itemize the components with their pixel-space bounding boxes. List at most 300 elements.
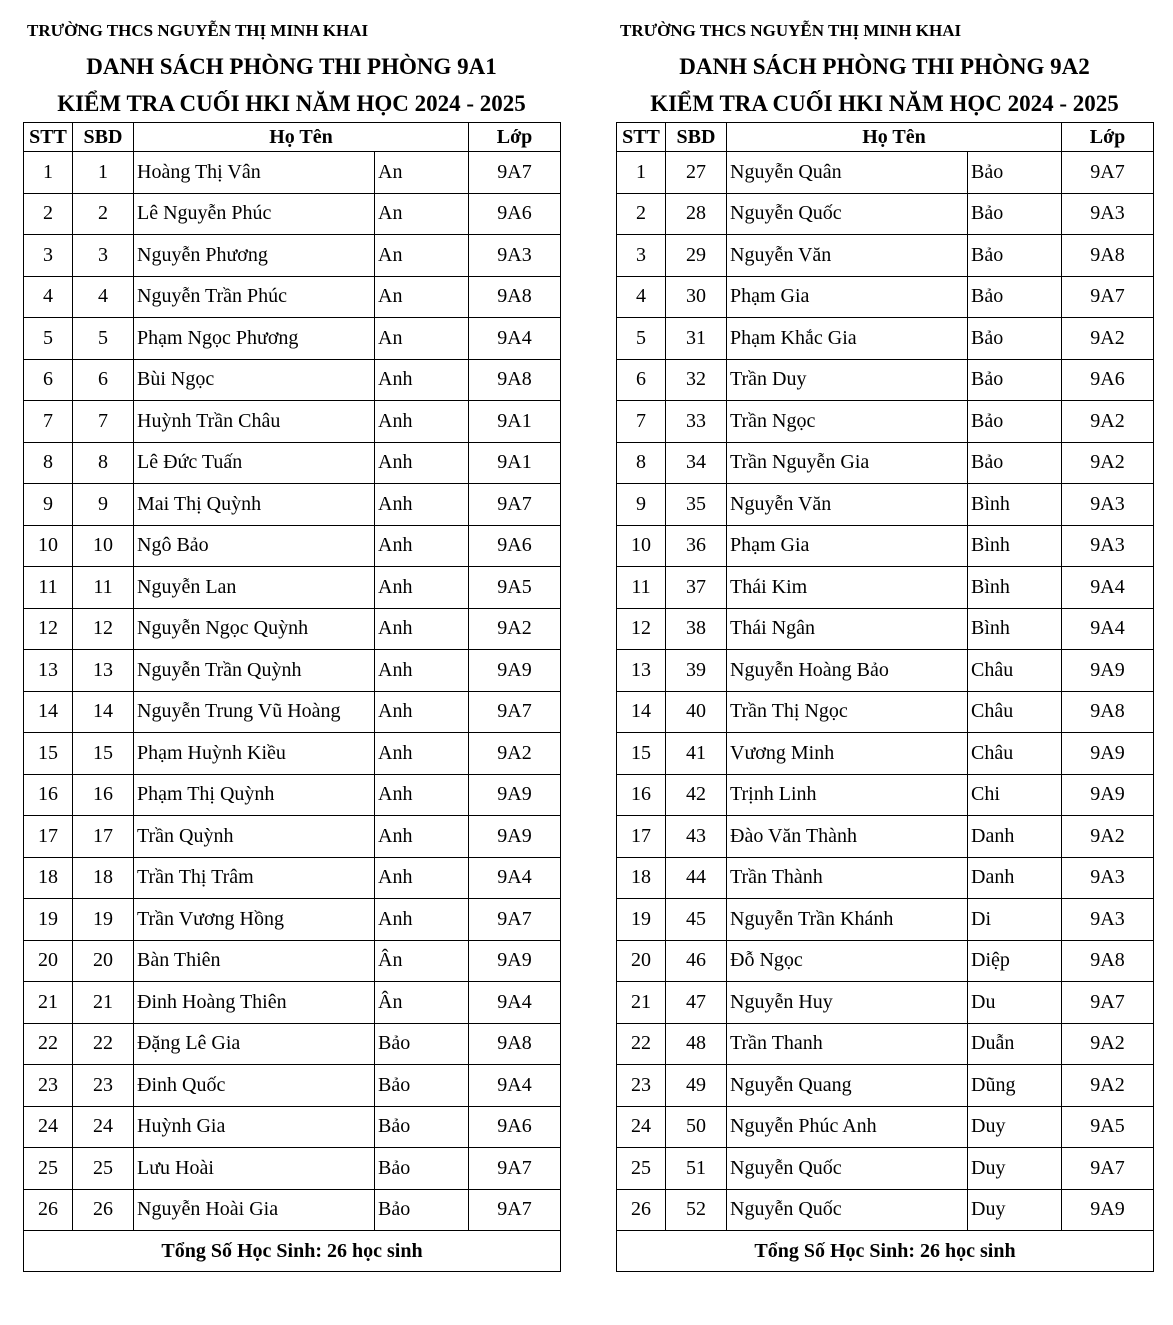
cell-lop: 9A4 <box>469 857 561 899</box>
cell-stt: 8 <box>617 442 666 484</box>
cell-sbd: 31 <box>666 318 727 360</box>
cell-lop: 9A4 <box>1062 567 1154 609</box>
cell-ten: Bình <box>968 484 1062 526</box>
cell-stt: 21 <box>617 982 666 1024</box>
cell-stt: 26 <box>24 1189 73 1231</box>
exam-subtitle: KIỂM TRA CUỐI HKI NĂM HỌC 2024 - 2025 <box>650 91 1119 116</box>
cell-ten: Diệp <box>968 940 1062 982</box>
cell-ho-ten-lot: Nguyễn Ngọc Quỳnh <box>134 608 375 650</box>
table-row <box>24 1148 561 1190</box>
table-row <box>24 1189 561 1231</box>
cell-ho-ten-lot: Phạm Huỳnh Kiều <box>134 733 375 775</box>
cell-sbd: 23 <box>73 1065 134 1107</box>
cell-sbd: 3 <box>73 235 134 277</box>
cell-ho-ten-lot: Trần Thị Ngọc <box>727 691 968 733</box>
table-row <box>24 567 561 609</box>
cell-lop: 9A9 <box>1062 1189 1154 1231</box>
cell-ten: Ân <box>375 982 469 1024</box>
cell-stt: 24 <box>617 1106 666 1148</box>
cell-ho-ten-lot: Nguyễn Lan <box>134 567 375 609</box>
cell-sbd: 8 <box>73 442 134 484</box>
cell-ten: Anh <box>375 816 469 858</box>
table-row <box>24 318 561 360</box>
cell-stt: 3 <box>24 235 73 277</box>
cell-lop: 9A7 <box>1062 1148 1154 1190</box>
cell-lop: 9A9 <box>469 940 561 982</box>
school-name: TRƯỜNG THCS NGUYỄN THỊ MINH KHAI <box>620 21 962 40</box>
table-row <box>617 899 1154 941</box>
table-row <box>24 940 561 982</box>
cell-stt: 12 <box>24 608 73 650</box>
cell-ho-ten-lot: Trần Vương Hồng <box>134 899 375 941</box>
cell-ho-ten-lot: Nguyễn Trần Khánh <box>727 899 968 941</box>
cell-lop: 9A8 <box>1062 691 1154 733</box>
cell-ten: Châu <box>968 650 1062 692</box>
table-row <box>617 235 1154 277</box>
cell-stt: 18 <box>617 857 666 899</box>
table-row <box>617 774 1154 816</box>
cell-ten: Du <box>968 982 1062 1024</box>
cell-ten: Châu <box>968 733 1062 775</box>
cell-ten: Anh <box>375 401 469 443</box>
cell-ho-ten-lot: Thái Ngân <box>727 608 968 650</box>
table-row <box>24 276 561 318</box>
cell-lop: 9A9 <box>469 774 561 816</box>
cell-ten: Anh <box>375 359 469 401</box>
cell-ten: Duy <box>968 1189 1062 1231</box>
table-row <box>617 650 1154 692</box>
cell-ten: Bảo <box>968 318 1062 360</box>
table-row <box>617 152 1154 194</box>
cell-lop: 9A7 <box>1062 276 1154 318</box>
cell-ten: Châu <box>968 691 1062 733</box>
cell-lop: 9A2 <box>469 608 561 650</box>
cell-sbd: 2 <box>73 193 134 235</box>
cell-ho-ten-lot: Đặng Lê Gia <box>134 1023 375 1065</box>
cell-sbd: 39 <box>666 650 727 692</box>
cell-ho-ten-lot: Trần Thanh <box>727 1023 968 1065</box>
cell-lop: 9A3 <box>1062 525 1154 567</box>
cell-lop: 9A2 <box>1062 318 1154 360</box>
cell-ho-ten-lot: Đinh Quốc <box>134 1065 375 1107</box>
cell-sbd: 17 <box>73 816 134 858</box>
cell-ten: Dũng <box>968 1065 1062 1107</box>
cell-lop: 9A6 <box>469 193 561 235</box>
cell-ten: An <box>375 318 469 360</box>
cell-sbd: 44 <box>666 857 727 899</box>
cell-stt: 15 <box>24 733 73 775</box>
cell-lop: 9A9 <box>1062 650 1154 692</box>
header-name: Họ Tên <box>727 123 1062 152</box>
cell-sbd: 38 <box>666 608 727 650</box>
cell-ten: Danh <box>968 816 1062 858</box>
cell-ho-ten-lot: Nguyễn Quốc <box>727 1148 968 1190</box>
table-body <box>617 152 1154 1231</box>
cell-stt: 22 <box>24 1023 73 1065</box>
table-row <box>617 691 1154 733</box>
cell-sbd: 13 <box>73 650 134 692</box>
cell-lop: 9A8 <box>1062 940 1154 982</box>
cell-stt: 14 <box>24 691 73 733</box>
header-stt: STT <box>24 123 73 152</box>
table-row <box>617 318 1154 360</box>
table-row <box>617 359 1154 401</box>
cell-ten: Duẫn <box>968 1023 1062 1065</box>
total-students: Tổng Số Học Sinh: 26 học sinh <box>24 1231 561 1272</box>
cell-sbd: 37 <box>666 567 727 609</box>
cell-ten: An <box>375 193 469 235</box>
cell-lop: 9A2 <box>1062 442 1154 484</box>
cell-ho-ten-lot: Trịnh Linh <box>727 774 968 816</box>
table-row <box>24 525 561 567</box>
cell-stt: 19 <box>617 899 666 941</box>
cell-stt: 6 <box>617 359 666 401</box>
student-table <box>23 122 561 1272</box>
room-title: DANH SÁCH PHÒNG THI PHÒNG 9A1 <box>86 54 497 79</box>
cell-sbd: 24 <box>73 1106 134 1148</box>
cell-sbd: 46 <box>666 940 727 982</box>
cell-lop: 9A7 <box>469 691 561 733</box>
cell-ten: An <box>375 276 469 318</box>
cell-lop: 9A9 <box>469 816 561 858</box>
cell-sbd: 26 <box>73 1189 134 1231</box>
cell-stt: 25 <box>617 1148 666 1190</box>
cell-sbd: 10 <box>73 525 134 567</box>
cell-ten: Bảo <box>968 152 1062 194</box>
cell-stt: 13 <box>617 650 666 692</box>
cell-lop: 9A8 <box>1062 235 1154 277</box>
cell-stt: 12 <box>617 608 666 650</box>
cell-ten: Duy <box>968 1148 1062 1190</box>
cell-stt: 17 <box>617 816 666 858</box>
cell-stt: 20 <box>24 940 73 982</box>
table-row <box>617 1065 1154 1107</box>
cell-ho-ten-lot: Phạm Ngọc Phương <box>134 318 375 360</box>
cell-sbd: 28 <box>666 193 727 235</box>
table-header-row <box>24 123 561 152</box>
table-row <box>24 193 561 235</box>
cell-lop: 9A9 <box>1062 733 1154 775</box>
cell-sbd: 43 <box>666 816 727 858</box>
cell-stt: 7 <box>617 401 666 443</box>
cell-lop: 9A7 <box>469 152 561 194</box>
cell-lop: 9A4 <box>469 1065 561 1107</box>
cell-lop: 9A8 <box>469 359 561 401</box>
cell-ho-ten-lot: Phạm Thị Quỳnh <box>134 774 375 816</box>
cell-ten: Anh <box>375 857 469 899</box>
cell-ten: An <box>375 235 469 277</box>
cell-ten: Bảo <box>375 1106 469 1148</box>
cell-ho-ten-lot: Hoàng Thị Vân <box>134 152 375 194</box>
cell-ten: An <box>375 152 469 194</box>
cell-ho-ten-lot: Nguyễn Trần Phúc <box>134 276 375 318</box>
header-sbd: SBD <box>73 123 134 152</box>
cell-stt: 22 <box>617 1023 666 1065</box>
cell-lop: 9A3 <box>1062 484 1154 526</box>
cell-stt: 1 <box>617 152 666 194</box>
cell-stt: 21 <box>24 982 73 1024</box>
cell-lop: 9A1 <box>469 401 561 443</box>
total-students: Tổng Số Học Sinh: 26 học sinh <box>617 1231 1154 1272</box>
cell-stt: 11 <box>617 567 666 609</box>
table-row <box>617 276 1154 318</box>
cell-sbd: 40 <box>666 691 727 733</box>
cell-sbd: 11 <box>73 567 134 609</box>
table-row <box>617 857 1154 899</box>
cell-sbd: 18 <box>73 857 134 899</box>
cell-ho-ten-lot: Nguyễn Quốc <box>727 1189 968 1231</box>
cell-lop: 9A9 <box>1062 774 1154 816</box>
cell-stt: 16 <box>24 774 73 816</box>
cell-sbd: 22 <box>73 1023 134 1065</box>
cell-ho-ten-lot: Lưu Hoài <box>134 1148 375 1190</box>
cell-lop: 9A9 <box>469 650 561 692</box>
cell-stt: 6 <box>24 359 73 401</box>
cell-ho-ten-lot: Huỳnh Trần Châu <box>134 401 375 443</box>
cell-ho-ten-lot: Đỗ Ngọc <box>727 940 968 982</box>
cell-ten: Duy <box>968 1106 1062 1148</box>
table-row <box>24 1065 561 1107</box>
cell-ten: Anh <box>375 608 469 650</box>
cell-sbd: 19 <box>73 899 134 941</box>
cell-sbd: 29 <box>666 235 727 277</box>
cell-stt: 8 <box>24 442 73 484</box>
cell-lop: 9A6 <box>469 525 561 567</box>
cell-lop: 9A7 <box>469 1148 561 1190</box>
cell-lop: 9A2 <box>1062 816 1154 858</box>
cell-sbd: 1 <box>73 152 134 194</box>
cell-lop: 9A7 <box>1062 982 1154 1024</box>
cell-sbd: 51 <box>666 1148 727 1190</box>
cell-lop: 9A3 <box>1062 857 1154 899</box>
cell-lop: 9A2 <box>1062 1023 1154 1065</box>
table-row <box>617 816 1154 858</box>
cell-ho-ten-lot: Đào Văn Thành <box>727 816 968 858</box>
table-row <box>24 733 561 775</box>
table-row <box>617 1023 1154 1065</box>
cell-ten: Bảo <box>968 401 1062 443</box>
cell-lop: 9A7 <box>469 1189 561 1231</box>
cell-ho-ten-lot: Bùi Ngọc <box>134 359 375 401</box>
cell-ten: Bảo <box>375 1023 469 1065</box>
cell-stt: 9 <box>24 484 73 526</box>
header-stt: STT <box>617 123 666 152</box>
cell-ten: Bảo <box>375 1065 469 1107</box>
cell-ho-ten-lot: Mai Thị Quỳnh <box>134 484 375 526</box>
cell-ho-ten-lot: Nguyễn Văn <box>727 484 968 526</box>
cell-lop: 9A8 <box>469 276 561 318</box>
cell-lop: 9A6 <box>469 1106 561 1148</box>
cell-ho-ten-lot: Ngô Bảo <box>134 525 375 567</box>
cell-sbd: 6 <box>73 359 134 401</box>
cell-sbd: 41 <box>666 733 727 775</box>
cell-ho-ten-lot: Trần Thành <box>727 857 968 899</box>
cell-stt: 11 <box>24 567 73 609</box>
cell-ten: Bảo <box>968 442 1062 484</box>
cell-lop: 9A2 <box>1062 1065 1154 1107</box>
table-row <box>24 1023 561 1065</box>
table-row <box>617 1189 1154 1231</box>
cell-ho-ten-lot: Bàn Thiên <box>134 940 375 982</box>
cell-lop: 9A6 <box>1062 359 1154 401</box>
table-row <box>617 982 1154 1024</box>
cell-stt: 18 <box>24 857 73 899</box>
cell-stt: 15 <box>617 733 666 775</box>
cell-ten: Bảo <box>968 235 1062 277</box>
cell-ten: Anh <box>375 899 469 941</box>
cell-sbd: 15 <box>73 733 134 775</box>
table-row <box>617 733 1154 775</box>
cell-lop: 9A7 <box>1062 152 1154 194</box>
cell-ho-ten-lot: Đinh Hoàng Thiên <box>134 982 375 1024</box>
cell-stt: 2 <box>24 193 73 235</box>
cell-ho-ten-lot: Nguyễn Trung Vũ Hoàng <box>134 691 375 733</box>
cell-ten: Bình <box>968 525 1062 567</box>
total-row <box>617 1231 1154 1272</box>
cell-lop: 9A7 <box>469 899 561 941</box>
cell-stt: 24 <box>24 1106 73 1148</box>
table-row <box>24 484 561 526</box>
cell-ho-ten-lot: Lê Đức Tuấn <box>134 442 375 484</box>
header-name: Họ Tên <box>134 123 469 152</box>
cell-lop: 9A1 <box>469 442 561 484</box>
cell-lop: 9A2 <box>1062 401 1154 443</box>
cell-stt: 26 <box>617 1189 666 1231</box>
cell-lop: 9A7 <box>469 484 561 526</box>
cell-sbd: 14 <box>73 691 134 733</box>
cell-ho-ten-lot: Trần Quỳnh <box>134 816 375 858</box>
cell-stt: 13 <box>24 650 73 692</box>
cell-sbd: 9 <box>73 484 134 526</box>
cell-ho-ten-lot: Nguyễn Quân <box>727 152 968 194</box>
cell-stt: 10 <box>24 525 73 567</box>
cell-ten: Anh <box>375 774 469 816</box>
cell-ho-ten-lot: Nguyễn Trần Quỳnh <box>134 650 375 692</box>
table-body <box>24 152 561 1231</box>
cell-lop: 9A3 <box>469 235 561 277</box>
table-row <box>617 940 1154 982</box>
table-row <box>24 774 561 816</box>
cell-ten: Chi <box>968 774 1062 816</box>
table-row <box>617 608 1154 650</box>
cell-lop: 9A2 <box>469 733 561 775</box>
cell-ten: Bảo <box>375 1148 469 1190</box>
cell-sbd: 27 <box>666 152 727 194</box>
cell-lop: 9A4 <box>469 318 561 360</box>
cell-sbd: 48 <box>666 1023 727 1065</box>
table-row <box>617 401 1154 443</box>
cell-stt: 17 <box>24 816 73 858</box>
cell-sbd: 25 <box>73 1148 134 1190</box>
cell-stt: 2 <box>617 193 666 235</box>
cell-ho-ten-lot: Trần Duy <box>727 359 968 401</box>
table-row <box>24 608 561 650</box>
cell-ho-ten-lot: Lê Nguyễn Phúc <box>134 193 375 235</box>
cell-sbd: 52 <box>666 1189 727 1231</box>
table-row <box>24 1106 561 1148</box>
cell-stt: 25 <box>24 1148 73 1190</box>
table-row <box>24 899 561 941</box>
cell-sbd: 12 <box>73 608 134 650</box>
table-row <box>617 1106 1154 1148</box>
cell-sbd: 32 <box>666 359 727 401</box>
cell-ho-ten-lot: Phạm Gia <box>727 525 968 567</box>
cell-ho-ten-lot: Nguyễn Quốc <box>727 193 968 235</box>
cell-stt: 23 <box>617 1065 666 1107</box>
cell-ho-ten-lot: Nguyễn Hoàng Bảo <box>727 650 968 692</box>
cell-ten: Ân <box>375 940 469 982</box>
cell-lop: 9A5 <box>1062 1106 1154 1148</box>
table-row <box>24 442 561 484</box>
table-row <box>617 525 1154 567</box>
cell-ten: Bảo <box>968 359 1062 401</box>
header-sbd: SBD <box>666 123 727 152</box>
cell-stt: 19 <box>24 899 73 941</box>
cell-stt: 16 <box>617 774 666 816</box>
student-table <box>616 122 1154 1272</box>
cell-stt: 14 <box>617 691 666 733</box>
cell-ten: Bảo <box>968 276 1062 318</box>
cell-ten: Anh <box>375 733 469 775</box>
cell-sbd: 4 <box>73 276 134 318</box>
cell-ten: Bình <box>968 608 1062 650</box>
cell-sbd: 47 <box>666 982 727 1024</box>
cell-sbd: 49 <box>666 1065 727 1107</box>
cell-ten: Anh <box>375 567 469 609</box>
table-row <box>617 193 1154 235</box>
header-class: Lớp <box>1062 123 1154 152</box>
exam-subtitle: KIỂM TRA CUỐI HKI NĂM HỌC 2024 - 2025 <box>57 91 526 116</box>
table-row <box>24 235 561 277</box>
cell-ten: Bảo <box>375 1189 469 1231</box>
cell-stt: 10 <box>617 525 666 567</box>
cell-ho-ten-lot: Vương Minh <box>727 733 968 775</box>
cell-lop: 9A3 <box>1062 899 1154 941</box>
cell-sbd: 34 <box>666 442 727 484</box>
cell-lop: 9A5 <box>469 567 561 609</box>
table-row <box>24 359 561 401</box>
cell-ho-ten-lot: Trần Thị Trâm <box>134 857 375 899</box>
cell-ten: Di <box>968 899 1062 941</box>
cell-sbd: 33 <box>666 401 727 443</box>
cell-sbd: 42 <box>666 774 727 816</box>
cell-stt: 5 <box>24 318 73 360</box>
cell-stt: 5 <box>617 318 666 360</box>
cell-ho-ten-lot: Trần Nguyễn Gia <box>727 442 968 484</box>
cell-lop: 9A4 <box>469 982 561 1024</box>
cell-ho-ten-lot: Nguyễn Phúc Anh <box>727 1106 968 1148</box>
cell-sbd: 50 <box>666 1106 727 1148</box>
cell-sbd: 35 <box>666 484 727 526</box>
cell-ten: Danh <box>968 857 1062 899</box>
cell-ho-ten-lot: Nguyễn Văn <box>727 235 968 277</box>
total-row <box>24 1231 561 1272</box>
cell-sbd: 30 <box>666 276 727 318</box>
cell-ho-ten-lot: Trần Ngọc <box>727 401 968 443</box>
cell-stt: 23 <box>24 1065 73 1107</box>
cell-sbd: 5 <box>73 318 134 360</box>
cell-ho-ten-lot: Nguyễn Hoài Gia <box>134 1189 375 1231</box>
cell-stt: 1 <box>24 152 73 194</box>
cell-ten: Anh <box>375 691 469 733</box>
cell-ho-ten-lot: Phạm Gia <box>727 276 968 318</box>
cell-sbd: 16 <box>73 774 134 816</box>
table-row <box>617 1148 1154 1190</box>
cell-stt: 20 <box>617 940 666 982</box>
table-row <box>24 401 561 443</box>
cell-sbd: 45 <box>666 899 727 941</box>
cell-stt: 3 <box>617 235 666 277</box>
